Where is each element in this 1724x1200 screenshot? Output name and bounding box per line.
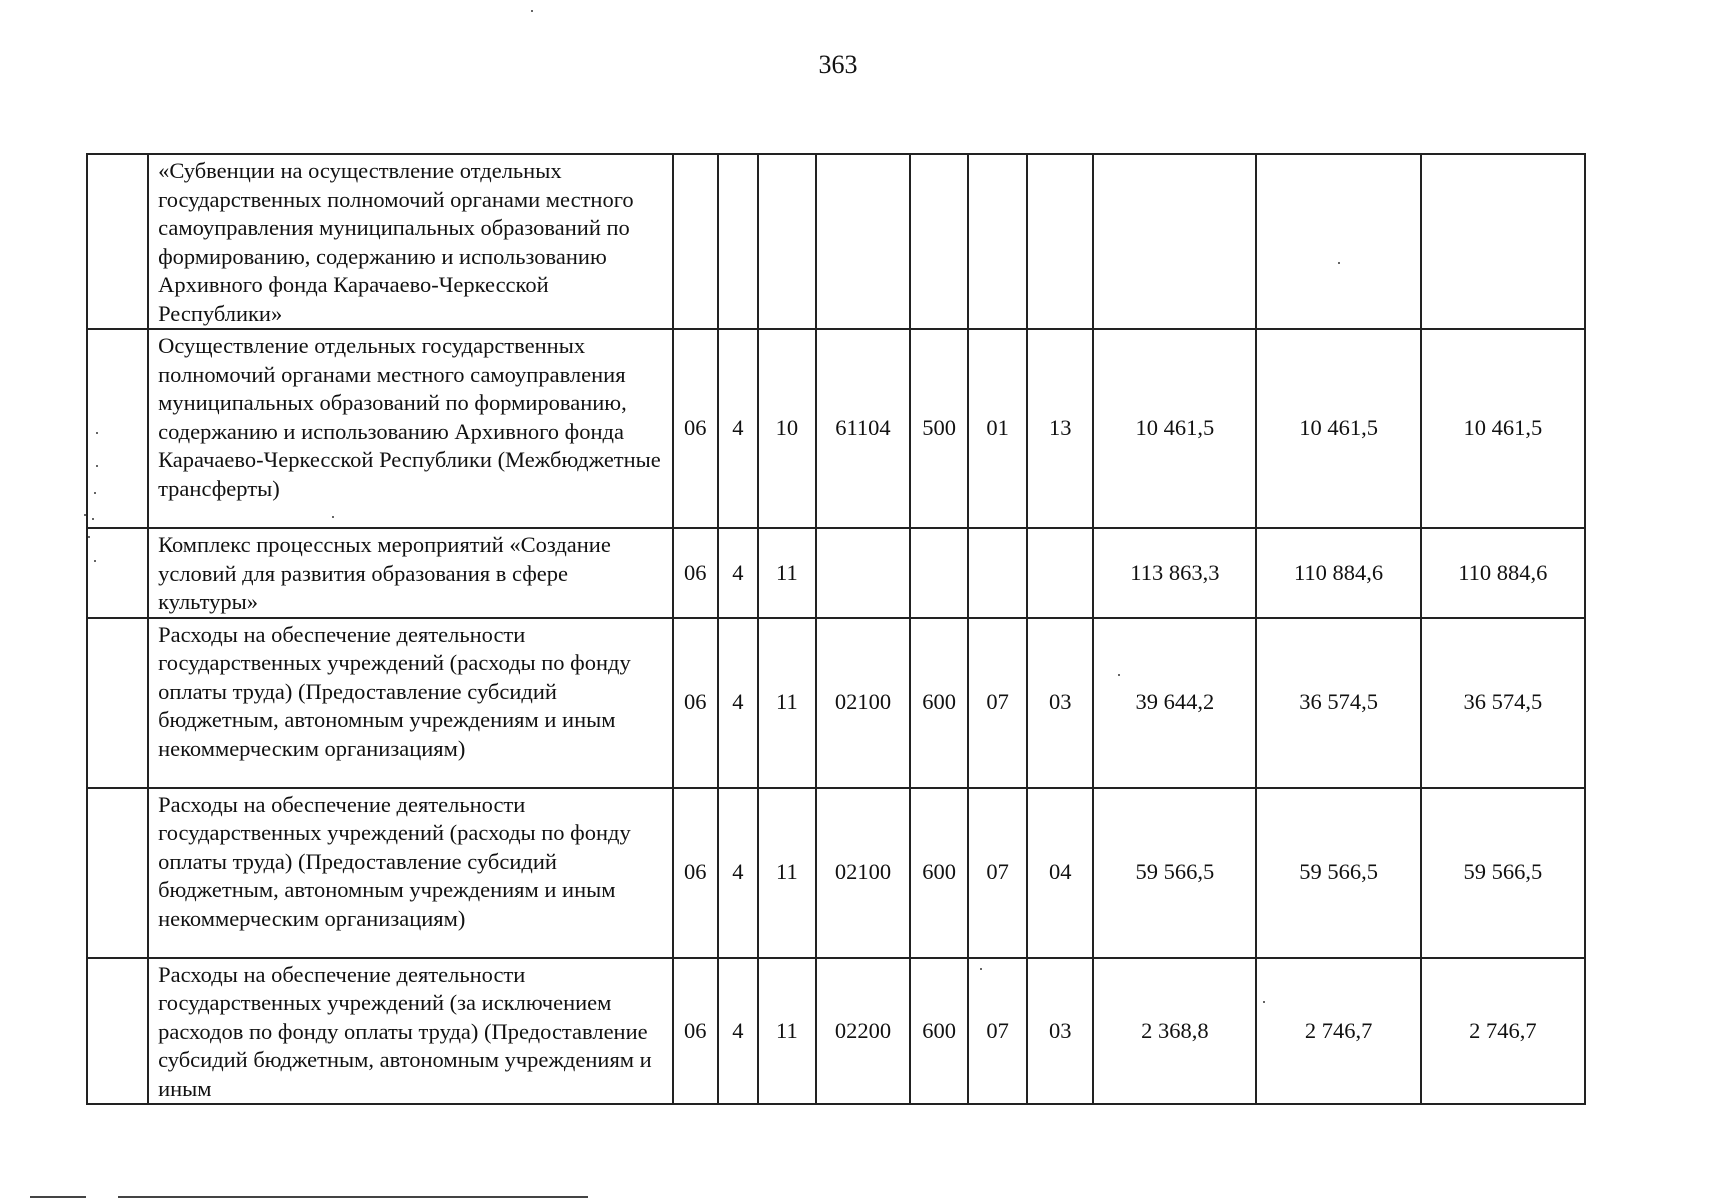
row-marker-cell [87,788,148,958]
code-cell: 06 [673,788,718,958]
code-cell: 11 [758,618,816,788]
amount-cell [1093,154,1256,329]
amount-cell: 10 461,5 [1421,329,1585,528]
code-cell: 02100 [816,788,910,958]
scan-edge-line [30,1196,86,1198]
scan-edge-line [118,1196,588,1198]
amount-cell: 110 884,6 [1256,528,1420,618]
table-row [87,329,1585,528]
scan-speck [980,968,982,970]
row-marker-cell [87,329,148,528]
page-number: 363 [818,50,858,79]
code-cell [718,154,758,329]
code-cell: 10 [758,329,816,528]
table-row [87,788,1585,958]
expense-name: Расходы на обеспечение деятельности государственных учреждений (за исключением расходов по фонду оплаты труда) (Предоставление субсидий бюджетным, автономным учреждениям и иным [148,958,673,1105]
code-cell: 06 [673,329,718,528]
amount-cell: 113 863,3 [1093,528,1256,618]
code-cell [758,154,816,329]
expense-name: Комплекс процессных мероприятий «Создание условий для развития образования в сфере культуры» [148,528,673,618]
code-cell [968,154,1027,329]
amount-cell: 59 566,5 [1421,788,1585,958]
table-row [87,958,1585,1105]
code-cell: 03 [1027,618,1093,788]
table-row [87,528,1585,618]
expense-name: Расходы на обеспечение деятельности государственных учреждений (расходы по фонду оплаты труда) (Предоставление субсидий бюджетным, автономным учреждениям и иным некоммерческим организациям) [148,788,673,958]
code-cell: 4 [718,618,758,788]
amount-cell: 2 368,8 [1093,958,1256,1105]
amount-cell: 2 746,7 [1256,958,1420,1105]
code-cell [910,528,968,618]
row-marker-cell [87,618,148,788]
table-row [87,154,1585,329]
code-cell: 600 [910,618,968,788]
scan-speck [332,516,334,518]
code-cell: 06 [673,618,718,788]
expense-name: «Субвенции на осуществление отдельных государственных полномочий органами местного самоуправления муниципальных образований по формированию, содержанию и использованию Архивного фонда Карачаево-Черкесской Республики» [148,154,673,329]
code-cell: 11 [758,958,816,1105]
amount-cell: 2 746,7 [1421,958,1585,1105]
row-marker-cell [87,528,148,618]
scan-speck [1338,262,1340,264]
code-cell [1027,154,1093,329]
scan-speck [88,536,90,538]
scan-speck [94,492,96,494]
code-cell: 03 [1027,958,1093,1105]
code-cell: 06 [673,528,718,618]
amount-cell: 10 461,5 [1256,329,1420,528]
code-cell: 11 [758,788,816,958]
scan-speck [531,10,533,12]
code-cell: 500 [910,329,968,528]
code-cell [968,528,1027,618]
code-cell: 07 [968,788,1027,958]
amount-cell [1421,154,1585,329]
code-cell: 13 [1027,329,1093,528]
code-cell: 4 [718,788,758,958]
row-marker-cell [87,958,148,1105]
code-cell [816,154,910,329]
code-cell [673,154,718,329]
amount-cell: 10 461,5 [1093,329,1256,528]
amount-cell: 39 644,2 [1093,618,1256,788]
code-cell: 4 [718,958,758,1105]
code-cell: 02200 [816,958,910,1105]
code-cell [816,528,910,618]
code-cell: 02100 [816,618,910,788]
scan-speck [1118,674,1120,676]
scan-speck [96,465,98,467]
code-cell: 600 [910,788,968,958]
amount-cell: 59 566,5 [1256,788,1420,958]
code-cell: 01 [968,329,1027,528]
amount-cell: 59 566,5 [1093,788,1256,958]
code-cell: 600 [910,958,968,1105]
scan-speck [1263,1001,1265,1003]
code-cell: 06 [673,958,718,1105]
code-cell: 07 [968,958,1027,1105]
scan-speck [84,514,86,516]
amount-cell: 36 574,5 [1421,618,1585,788]
code-cell: 61104 [816,329,910,528]
code-cell [910,154,968,329]
code-cell: 4 [718,528,758,618]
code-cell: 4 [718,329,758,528]
scan-speck [96,432,98,434]
scan-speck [94,560,96,562]
expense-name: Расходы на обеспечение деятельности государственных учреждений (расходы по фонду оплаты труда) (Предоставление субсидий бюджетным, автономным учреждениям и иным некоммерческим организациям) [148,618,673,788]
amount-cell [1256,154,1420,329]
table-row [87,618,1585,788]
amount-cell: 110 884,6 [1421,528,1585,618]
code-cell: 11 [758,528,816,618]
code-cell [1027,528,1093,618]
code-cell: 04 [1027,788,1093,958]
expense-name: Осуществление отдельных государственных полномочий органами местного самоуправления муниципальных образований по формированию, содержанию и использованию Архивного фонда Карачаево-Черкесской Республики (Межбюджетные трансферты) [148,329,673,528]
scan-speck [92,518,94,520]
row-marker-cell [87,154,148,329]
budget-table [86,153,1586,1105]
code-cell: 07 [968,618,1027,788]
amount-cell: 36 574,5 [1256,618,1420,788]
